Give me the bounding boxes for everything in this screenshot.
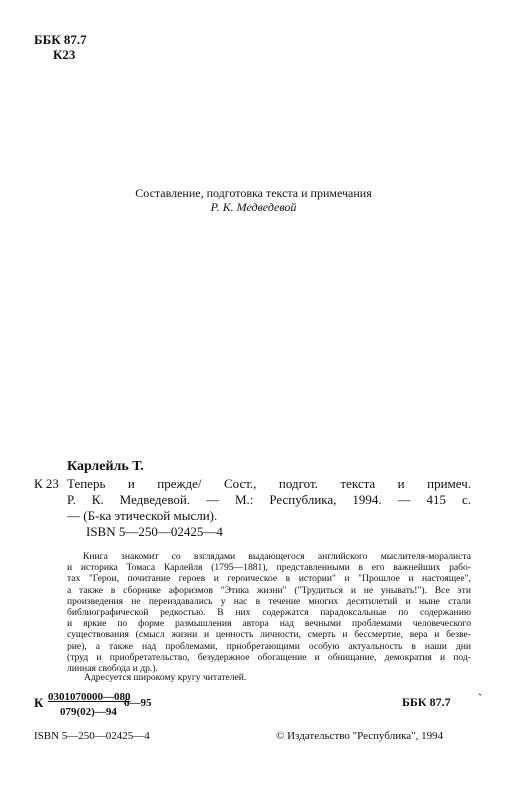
annotation-line: произведения не переиздавались у нас в течение многих десятилетий и ныне стали bbox=[67, 595, 471, 607]
catalog-code: К 23 bbox=[34, 476, 59, 491]
tick-mark: ˋ bbox=[478, 691, 482, 705]
bbk-code: ББК 87.7 bbox=[34, 32, 87, 47]
annotation-line: (труд и приобретательство, безудержное обогащение и обнищание, демократия и под- bbox=[67, 651, 471, 663]
copyright-notice: © Издательство "Республика", 1994 bbox=[276, 730, 444, 742]
publisher-code-denominator: 079(02)—94 bbox=[60, 706, 117, 718]
annotation-line: и яркие по форме размышления автора над вечными проблемами человеческого bbox=[67, 618, 471, 630]
catalog-isbn: ISBN 5—250—02425—4 bbox=[86, 524, 223, 539]
audience-note: Адресуется широкому кругу читателей. bbox=[84, 672, 247, 683]
bbk-classification-bottom: ББК 87.7 bbox=[402, 695, 451, 709]
annotation-line: Книга знакомит со взглядами выдающегося английского мыслителя-моралиста bbox=[83, 551, 471, 562]
credits-line: Составление, подготовка текста и примечания bbox=[135, 186, 372, 200]
publisher-code-suffix: 6—95 bbox=[124, 697, 152, 709]
credits-block bbox=[0, 186, 507, 214]
catalog-line: Р. К. Медведевой. — М.: Республика, 1994. — 415 с. bbox=[67, 492, 471, 507]
annotation-line: а также в сборнике афоризмов "Этика жизни" ("Трудиться и не унывать!"). Все эти bbox=[67, 584, 471, 596]
publisher-code-letter: К bbox=[34, 695, 44, 710]
annotation-line: существования (смысл жизни и ценность личности, смерть и бессмертие, вера и безве- bbox=[67, 629, 471, 641]
annotation-line: и историка Томаса Карлейля (1795—1881), представленными в его важнейших рабо- bbox=[67, 562, 471, 574]
annotation-line: линная свобода и др.). bbox=[67, 663, 158, 675]
annotation-line: библиографической редкостью. В них содержатся парадоксальные по содержанию bbox=[67, 607, 471, 619]
publisher-code-numerator: 0301070000—080 bbox=[48, 691, 131, 703]
annotation-line: тах "Герои, почитание героев и героическое в истории" и "Прошлое и настоящее", bbox=[67, 573, 471, 585]
catalog-line: — (Б-ка этической мысли). bbox=[67, 508, 218, 523]
catalog-author: Карлейль Т. bbox=[67, 459, 144, 474]
catalog-entry bbox=[67, 476, 471, 540]
credits-editor: Р. К. Медведевой bbox=[210, 200, 297, 214]
author-mark: К23 bbox=[53, 47, 76, 62]
annotation-text bbox=[67, 551, 471, 674]
publisher-code-fraction bbox=[48, 690, 131, 720]
annotation-line: рие), а также над проблемами, приобретающими особую актуальность в наши дни bbox=[67, 640, 471, 652]
bbk-classification-top bbox=[34, 32, 87, 62]
isbn-bottom: ISBN 5—250—02425—4 bbox=[34, 730, 150, 742]
catalog-line: Теперь и прежде/ Сост., подгот. текста и примеч. bbox=[67, 476, 471, 491]
